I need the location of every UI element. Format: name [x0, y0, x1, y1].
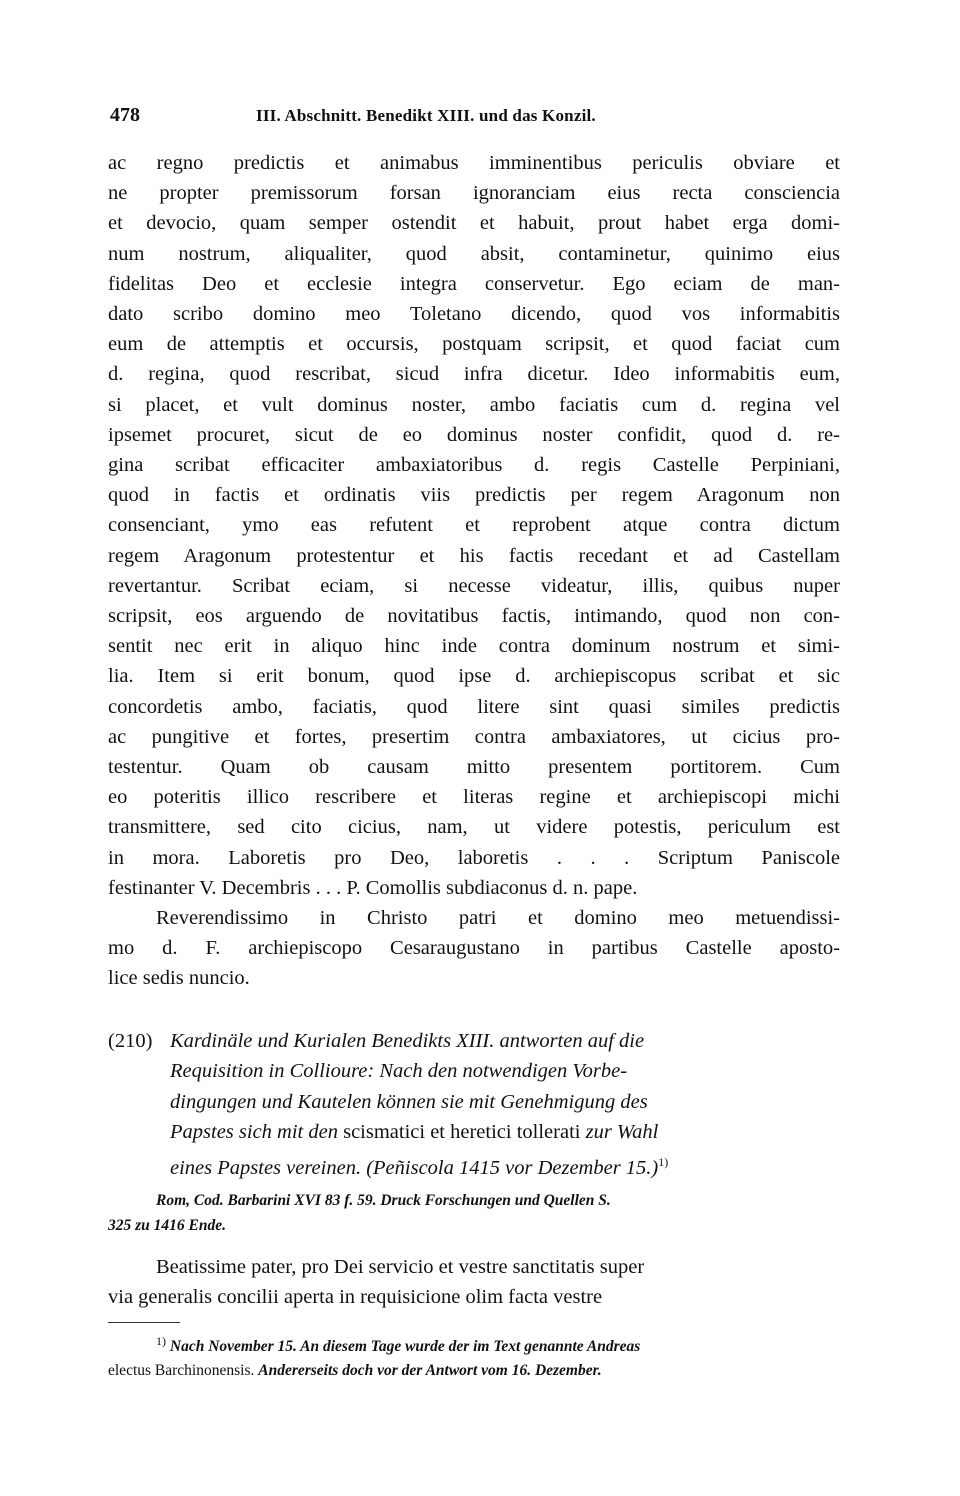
source-line: 325 zu 1416 Ende.	[108, 1216, 226, 1234]
address-line: Reverendissimo in Christo patri et domino meo metuendissi-	[156, 907, 840, 930]
heading-line: Requisition in Collioure: Nach den notwendigen Vorbe-	[170, 1060, 628, 1083]
heading-fragment: zur Wahl	[585, 1120, 659, 1143]
body-line: in mora. Laboretis pro Deo, laboretis . . . Scriptum Paniscole	[108, 846, 840, 869]
body-line: d. regina, quod rescribat, sicud infra dicetur. Ideo informabitis eum,	[108, 363, 840, 386]
body-line: ac pungitive et fortes, presertim contra ambaxiatores, ut cicius pro-	[108, 725, 840, 748]
footnote-marker: 1)	[156, 1333, 166, 1348]
body-line: eum de attemptis et occursis, postquam scripsit, et quod faciat cum	[108, 333, 840, 356]
letter-start	[108, 1252, 840, 1312]
body-line: transmittere, sed cito cicius, nam, ut videre potestis, periculum est	[108, 816, 840, 839]
page-header	[108, 102, 840, 132]
book-page	[108, 102, 840, 1383]
body-line: quod in factis et ordinatis viis predictis per regem Aragonum non	[108, 484, 840, 507]
source-line: Rom, Cod. Barbarini XVI 83 f. 59. Druck Forschungen und Quellen S.	[156, 1191, 611, 1209]
heading-fragment: Papstes sich mit den	[170, 1120, 338, 1143]
footnote-text: electus Barchinonensis.	[108, 1362, 259, 1380]
footnote	[108, 1329, 840, 1383]
heading-line: Kardinäle und Kurialen Benedikts XIII. antworten auf die	[170, 1029, 645, 1052]
heading-line: eines Papstes vereinen. (Peñiscola 1415 vor Dezember 15.)	[170, 1157, 659, 1180]
body-line: scripsit, eos arguendo de novitatibus factis, intimando, quod non con-	[108, 605, 840, 628]
body-line: revertantur. Scribat eciam, si necesse videatur, illis, quibus nuper	[108, 574, 840, 597]
body-line: concordetis ambo, faciatis, quod litere sint quasi similes predictis	[108, 695, 840, 718]
source-citation	[108, 1188, 840, 1238]
body-line: sentit nec erit in aliquo hinc inde contra dominum nostrum et simi-	[108, 635, 840, 658]
body-line: lia. Item si erit bonum, quod ipse d. archiepiscopus scribat et sic	[108, 665, 840, 688]
body-line: num nostrum, aliqualiter, quod absit, contaminetur, quinimo eius	[108, 242, 840, 265]
body-line: testentur. Quam ob causam mitto presentem portitorem. Cum	[108, 756, 840, 779]
heading-line: dingungen und Kautelen können sie mit Genehmigung des	[170, 1090, 648, 1113]
page-number: 478	[110, 104, 140, 126]
body-line: fidelitas Deo et ecclesie integra conservetur. Ego eciam de man-	[108, 272, 840, 295]
body-line: gina scribat efficaciter ambaxiatoribus d. regis Castelle Perpiniani,	[108, 454, 840, 477]
body-line: regem Aragonum protestentur et his factis recedant et ad Castellam	[108, 544, 840, 567]
letter-body	[108, 148, 840, 994]
body-line: et devocio, quam semper ostendit et habuit, prout habet erga domi-	[108, 212, 840, 235]
footnote-rule	[108, 1322, 180, 1323]
footnote-text: Nach November 15. An diesem Tage wurde der im Text genannte Andreas	[169, 1338, 641, 1356]
body-line: ac regno predictis et animabus imminentibus periculis obviare et	[108, 152, 840, 174]
body-line: dato scribo domino meo Toletano dicendo, quod vos informabitis	[108, 303, 840, 326]
footnote-text: Andererseits doch vor der Antwort vom 16. Dezember.	[258, 1362, 602, 1380]
heading-fragment: scismatici et heretici tollerati	[337, 1120, 586, 1143]
address-line: lice sedis nuncio.	[108, 967, 250, 990]
document-heading	[108, 1026, 840, 1184]
body-line: ne propter premissorum forsan ignoranciam eius recta consciencia	[108, 182, 840, 205]
body-line: consenciant, ymo eas refutent et reprobent atque contra dictum	[108, 514, 840, 537]
body-line: eo poteritis illico rescribere et literas regine et archiepiscopi michi	[108, 786, 840, 809]
footnote-ref: 1)	[658, 1155, 669, 1170]
document-number: (210)	[108, 1029, 153, 1052]
body-line: si placet, et vult dominus noster, ambo faciatis cum d. regina vel	[108, 393, 840, 416]
address-line: mo d. F. archiepiscopo Cesaraugustano in partibus Castelle aposto-	[108, 937, 840, 960]
running-title: III. Abschnitt. Benedikt XIII. und das Konzil.	[256, 106, 596, 125]
letter-line: via generalis concilii aperta in requisicione olim facta vestre	[108, 1285, 603, 1308]
body-line: festinanter V. Decembris . . . P. Comollis subdiaconus d. n. pape.	[108, 876, 638, 899]
letter-line: Beatissime pater, pro Dei servicio et vestre sanctitatis super	[156, 1255, 645, 1278]
body-line: ipsemet procuret, sicut de eo dominus noster confidit, quod d. re-	[108, 423, 840, 446]
